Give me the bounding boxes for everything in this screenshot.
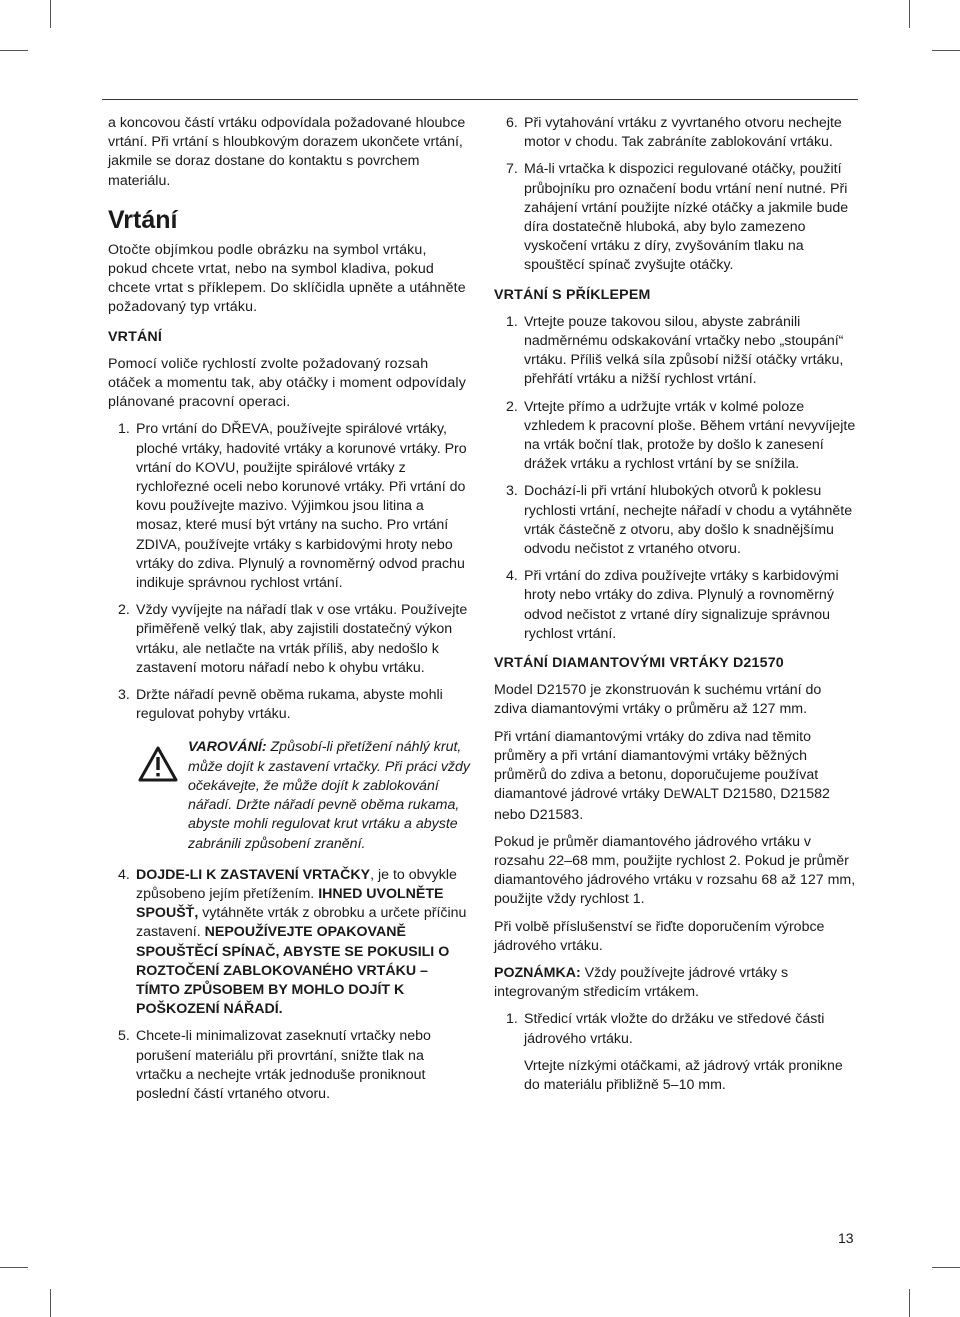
- list-number: 1.: [118, 421, 130, 438]
- list-item: [108, 420, 470, 593]
- section-heading-vrtani: Vrtání: [108, 205, 178, 234]
- list-text: Středicí vrták vložte do držáku ve středové části jádrového vrtáku.: [524, 1011, 825, 1047]
- list-text: Při vrtání do zdiva používejte vrtáky s karbidovými hroty nebo vrtáky do zdiva. Plynulý a rovnoměrný odvod nečistot z vrtané díry signalizuje správnou rychlost vrtání.: [524, 568, 839, 642]
- volbe-paragraph: Při volbě příslušenství se řiďte doporučením výrobce jádrového vrtáku.: [494, 918, 825, 954]
- list-text: Vrtejte pouze takovou silou, abyste zabránili nadměrnému odskakování vrtačky nebo „stoupání“ vrtáku. Příliš velká síla způsobí nižší otáčky vrtáku, přehřátí vrtáku a nižší rychlost vrtání.: [524, 313, 844, 388]
- crop-mark: [909, 0, 910, 28]
- note-label: POZNÁMKA:: [494, 964, 581, 981]
- list-number: 6.: [506, 115, 518, 131]
- list-text: Pro vrtání do DŘEVA, používejte spirálové vrtáky, ploché vrtáky, hadovité vrtáky a korunové vrtáky. Pro vrtání do KOVU, použijte spirálové vrtáky z rychlořezné oceli nebo korunové vrtáky. Při vrtání do kovu používejte mazivo. Výjimkou jsou litina a mosaz, které musí být vrtány na sucho. Pro vrtání ZDIVA, používejte vrtáky s karbidovými hroty nebo vrtáky do zdiva. Plynulý a rovnoměrný odvod prachu indikuje správnou rychlost vrtání.: [136, 421, 467, 592]
- left-column: [108, 114, 470, 1112]
- crop-mark: [932, 50, 960, 51]
- subheading-vrtani: VRTÁNÍ: [108, 328, 163, 345]
- list-item: [494, 567, 858, 644]
- list-item: [108, 866, 470, 1020]
- warning-icon: [138, 746, 178, 782]
- crop-mark: [0, 1267, 28, 1268]
- diamant-paragraph: [494, 728, 858, 825]
- list-item: [108, 601, 470, 678]
- header-rule: [102, 99, 858, 100]
- crop-mark: [0, 50, 28, 51]
- volic-paragraph: Pomocí voliče rychlostí zvolte požadovaný rozsah otáček a momentu tak, aby otáčky i moment odpovídaly plánované pracovní operaci.: [108, 355, 466, 411]
- warning-text: Způsobí-li přetížení náhlý krut, může dojít k zastavení vrtačky. Při práci vždy očekávejte, že může dojít k zablokování nářadí. Držte nářadí pevně oběma rukama, abyste mohli regulovat krut vrtáku a abyste zabránili způsobení zranění.: [188, 739, 471, 852]
- list-text: Dochází-li při vrtání hlubokých otvorů k poklesu rychlosti vrtání, nechejte nářadí v chodu a vytáhněte vrták částečně z otvoru, aby došlo k snadnějšímu odvodu nečistot z vrtaného otvoru.: [524, 483, 853, 558]
- list-text: Při vytahování vrtáku z vyvrtaného otvoru nechejte motor v chodu. Tak zabráníte zablokování vrtáku.: [524, 115, 842, 151]
- list-item: [494, 160, 858, 275]
- warning-label: VAROVÁNÍ:: [188, 739, 267, 756]
- list-item: [494, 114, 858, 152]
- pokud-paragraph: Pokud je průměr diamantového jádrového vrtáku v rozsahu 22–68 mm, použijte rychlost 2. Pokud je průměr diamantového jádrového vrtáku v rozsahu 68 až 127 mm, použijte vždy rychlost 1.: [494, 833, 856, 908]
- list-text: Vždy vyvíjejte na nářadí tlak v ose vrtáku. Používejte přiměřeně velký tlak, aby zajistili dostatečný výkon vrtáku, ale netlačte na vrták příliš, aby nedošlo k zastavení motoru nářadí nebo k ohybu vrtáku.: [136, 602, 468, 676]
- list-number: 1.: [506, 1011, 518, 1028]
- page-number: 13: [838, 1230, 854, 1246]
- list-item: [494, 398, 858, 475]
- list-item: [494, 482, 858, 559]
- list-text: , je to obvykle způsobeno jejím přetížením.: [136, 866, 457, 902]
- model-paragraph: Model D21570 je zkonstruován k suchému vrtání do zdiva diamantovými vrtáky o průměru až 127 mm.: [494, 682, 822, 718]
- list-item: [108, 686, 470, 724]
- list-text: Má-li vrtačka k dispozici regulované otáčky, použití průbojníku pro označení bodu vrtání není nutné. Při zahájení vrtání použijte nízké otáčky a jakmile bude díra dostatečně hluboká, aby bylo zamezeno vyskočení vrtáku z díry, zvyšováním tlaku na spouštěcí spínač zvyšujte otáčky.: [524, 161, 849, 274]
- list-number: 4.: [118, 866, 130, 883]
- list-item: [494, 313, 858, 390]
- right-column: [494, 114, 858, 1103]
- list-number: 2.: [506, 398, 518, 415]
- list-text: Chcete-li minimalizovat zaseknutí vrtačky nebo porušení materiálu při provrtání, snižte tlak na vrtačku a nechejte vrták jednoduše proniknout poslední částí vrtaného otvoru.: [136, 1028, 431, 1102]
- list-number: 3.: [118, 687, 130, 704]
- list-text: vytáhněte vrták z obrobku a určete příčinu zastavení.: [136, 905, 467, 941]
- bold-text: IHNED UVOLNĚTE SPOUŠŤ,: [136, 885, 444, 922]
- list-number: 7.: [506, 161, 518, 178]
- bold-text: NEPOUŽÍVEJTE OPAKOVANĚ SPOUŠTĚCÍ SPÍNAČ, ABYSTE SE POKUSILI O ROZTOČENÍ ZABLOKOVANÉHO VRTÁKU – TÍMTO ZPŮSOBEM BY MOHLO DOJÍT K POŠKOZENÍ NÁŘADÍ.: [136, 924, 450, 1018]
- list-number: 2.: [118, 602, 130, 619]
- diamant-text: WALT D21580, D21582 nebo D21583.: [494, 786, 830, 823]
- note-text: Vždy používejte jádrové vrtáky s integrovaným středicím vrtákem.: [494, 964, 789, 1001]
- list-text: Držte nářadí pevně oběma rukama, abyste mohli regulovat pohyby vrtáku.: [136, 687, 443, 723]
- crop-mark: [50, 0, 51, 28]
- crop-mark: [909, 1289, 910, 1317]
- bold-text: DOJDE-LI K ZASTAVENÍ VRTAČKY: [136, 866, 371, 883]
- intro-paragraph: a koncovou částí vrtáku odpovídala požadované hloubce vrtání. Při vrtání s hloubkovým dorazem ukončete vrtání, jakmile se doraz dostane do kontaktu s povrchem materiálu.: [108, 115, 466, 189]
- sub-paragraph: Vrtejte nízkými otáčkami, až jádrový vrták pronikne do materiálu přibližně 5–10 mm.: [524, 1057, 843, 1093]
- subheading-priklep: VRTÁNÍ S PŘÍKLEPEM: [494, 286, 651, 303]
- warning-block: [108, 738, 470, 853]
- note-paragraph: [494, 964, 858, 1002]
- crop-mark: [932, 1267, 960, 1268]
- list-item: [108, 1027, 470, 1104]
- list-item: [494, 1010, 858, 1048]
- list-text: Vrtejte přímo a udržujte vrták v kolmé poloze vzhledem k pracovní ploše. Během vrtání nevyvíjejte na vrták boční tlak, protože by došlo k zanesení drážek vrtáku a rychlost vrtání by se snížila.: [524, 398, 856, 473]
- list-number: 5.: [118, 1028, 130, 1045]
- diamant-text: Při vrtání diamantovými vrtáky do zdiva nad těmito průměry a při vrtání diamantovými vrtáky běžných průměrů do zdiva a betonu, doporučujeme používat diamantové jádrové vrtáky D: [494, 728, 819, 803]
- crop-mark: [50, 1289, 51, 1317]
- vrtani-paragraph: Otočte objímkou podle obrázku na symbol vrtáku, pokud chcete vrtat, nebo na symbol kladiva, pokud chcete vrtat s příklepem. Do sklíčidla upněte a utáhněte požadovaný typ vrtáku.: [108, 241, 466, 316]
- list-number: 4.: [506, 568, 518, 585]
- subheading-diamant: VRTÁNÍ DIAMANTOVÝMI VRTÁKY D21570: [494, 655, 784, 672]
- brand-letter: E: [673, 789, 682, 802]
- list-number: 3.: [506, 483, 518, 500]
- list-number: 1.: [506, 313, 518, 330]
